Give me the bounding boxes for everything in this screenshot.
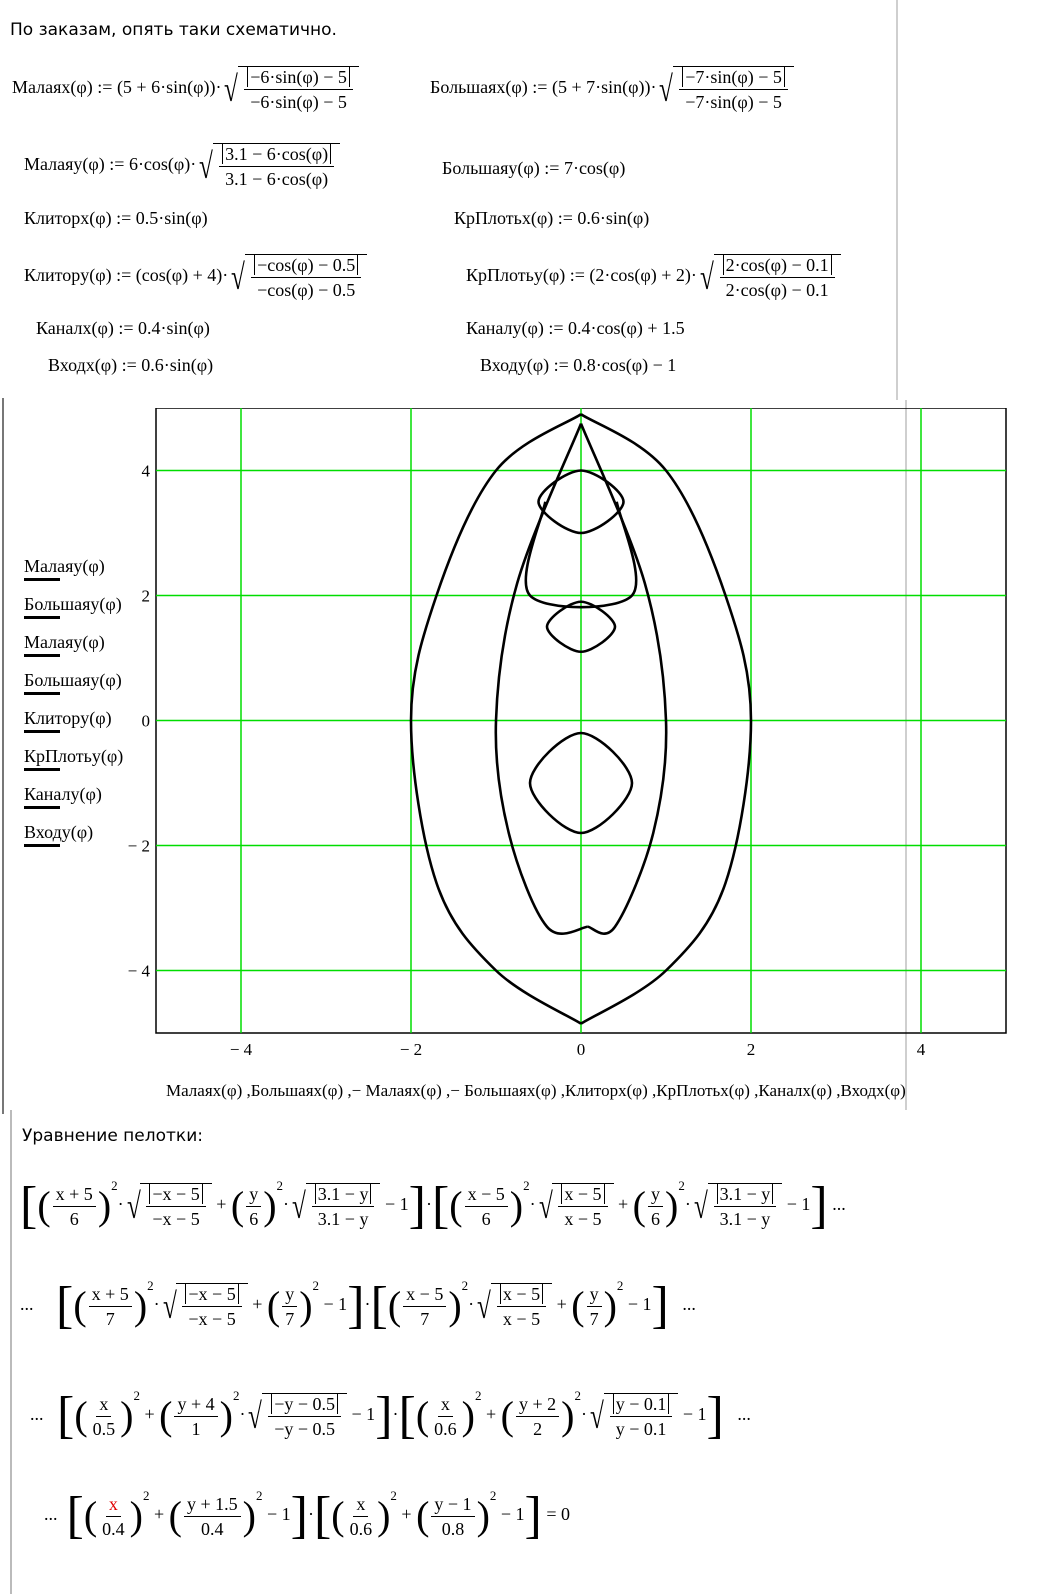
def-krploty-pre: (2·cos(φ) + 2)· [589,265,697,286]
r1-sq: 2 [523,1178,530,1193]
r2-sq: 2 [616,1278,624,1293]
bracket-open-icon: [ [57,1387,75,1444]
def-klitory[interactable] [24,254,367,300]
r2-b-num: y [282,1284,297,1307]
r4-sq: 2 [255,1488,263,1503]
sqrt-sign-icon: √ $\frac{3.1 - 6\cdot\cos(\varphi)}{3.1 - 6\cdot\cos(\varphi)}$ [196,143,340,189]
r1-b-den: 6 [249,1208,259,1229]
y-label-4: Клиторy(φ) [24,708,112,728]
sqrt-sign-icon: √ $\frac{-y - 0.5}{-y - 0.5}$ [245,1393,347,1439]
r4-sq: 2 [489,1488,497,1503]
sqrt-sign-icon: √ $\frac{-x - 5}{-x - 5}$ [124,1183,212,1229]
r4-c-num: x [353,1494,368,1517]
r2-a-den: 7 [105,1308,115,1329]
r4-minus-one-2: − 1 [500,1504,525,1525]
def-malayay-lhs: Малаяy(φ) := [24,154,125,175]
bracket-open-icon: [ [370,1277,388,1334]
r1-c-num: x − 5 [465,1184,508,1207]
series-line-0 [496,424,588,934]
r4-minus-one: − 1 [266,1504,291,1525]
ellipsis: ... [20,1294,34,1315]
paren-icon: ) [129,1493,143,1538]
header-note: По заказам, опять таки схематично. [10,20,337,40]
r4-b-den: 0.4 [201,1518,224,1539]
paren-icon: ( [387,1283,402,1328]
def-malayax-den: −6·sin(φ) − 5 [250,92,347,112]
paren-icon: ) [603,1283,617,1328]
r1-c-den: 6 [481,1208,491,1229]
r3-d-num: y + 2 [516,1394,559,1417]
y-tick-label: 2 [141,586,150,606]
y-label-1: Большаяy(φ) [24,594,122,614]
bracket-close-icon: ] [408,1177,426,1234]
paren-icon: ) [476,1493,490,1538]
def-klitory-lhs: Клиторy(φ) := [24,265,132,286]
paren-icon: ) [219,1393,233,1438]
legend-line-icon [24,768,60,771]
r2-a-num: x + 5 [89,1284,132,1307]
r1-minus-one: − 1 [384,1194,409,1215]
bracket-close-icon: ] [706,1387,724,1444]
paren-icon: ( [449,1183,463,1228]
r2-b-den: 7 [285,1308,295,1329]
def-krploty-den: 2·cos(φ) − 0.1 [725,280,829,300]
paren-icon: ) [561,1393,575,1438]
def-malayax-pre: (5 + 6·sin(φ))· [116,77,222,98]
paren-icon: ( [266,1283,281,1328]
y-label-list [24,556,123,860]
def-vhodx[interactable]: Входx(φ) := 0.6·sin(φ) [48,355,214,375]
r1-minus-one-2: − 1 [786,1194,811,1215]
y-tick-label: 4 [141,461,150,481]
paren-icon: ( [37,1183,51,1228]
legend-line-icon [24,616,60,619]
def-malayay-pre: 6·cos(φ)· [128,154,197,175]
sqrt-sign-icon: √ $\frac{3.1 - y}{3.1 - y}$ [691,1183,782,1229]
r2-c-num: x − 5 [403,1284,446,1307]
r1-b-num: y [246,1184,261,1207]
r3-c-num: x [438,1394,453,1417]
r3-b-rn: −y − 0.5 [271,1394,338,1414]
sqrt-sign-icon: √ $\frac{-6\cdot\sin(\varphi) - 5}{-6\cdot\sin(\varphi) - 5}$ [221,66,358,112]
paren-icon: ( [632,1183,646,1228]
paren-icon: ( [159,1393,173,1438]
paren-icon: ) [664,1183,679,1228]
y-label-6: Каналy(φ) [24,784,102,804]
r3-b-num: y + 4 [174,1394,217,1417]
paren-icon: ) [242,1493,256,1538]
r3-sq: 2 [475,1388,482,1403]
r1-a-den: 6 [69,1208,79,1229]
def-klitory-num: −cos(φ) − 0.5 [254,255,358,275]
bracket-close-icon: ] [375,1387,393,1444]
sqrt-sign-icon: √ $\frac{-7\cdot\sin(\varphi) - 5}{-7\cdot\sin(\varphi) - 5}$ [656,66,793,112]
sqrt-sign-icon: √ $\frac{-\cos(\varphi) - 0.5}{-\cos(\varphi) - 0.5}$ [228,254,367,300]
x-tick-label: − 4 [229,1040,253,1059]
r3-minus-one-2: − 1 [682,1404,707,1425]
x-axis-label: Малаяx(φ) ,Большаяx(φ) ,− Малаяx(φ) ,− Большаяx(φ) ,Клиторx(φ) ,КрПлотьx(φ) ,Каналx(φ) ,Входx(φ) [166,1081,906,1100]
r2-d-num: y [587,1284,602,1307]
def-bolshayax-num: −7·sin(φ) − 5 [682,67,785,87]
r3-b-rd: −y − 0.5 [274,1419,336,1439]
paren-icon: ( [74,1393,88,1438]
r2-c-den: 7 [420,1308,430,1329]
legend-line-icon [24,806,60,809]
def-malayax-lhs: Малаяx(φ) := [12,77,113,98]
paren-icon: ) [377,1493,391,1538]
y-label-2: Малаяy(φ) [24,632,105,652]
paren-icon: ) [509,1183,524,1228]
def-malayax[interactable] [12,66,359,112]
bracket-open-icon: [ [313,1487,332,1544]
equation-row-4[interactable]: ... [( $\frac{x}{0.4}$ )$^2$ + ( $\frac{y + 1.5}{0.4}$ )$^2$ − 1]·[( $\frac{x}{0.6}$ )$^2$ + ( $\frac{y - 1}{0.8}$ )$^2$ − 1] = 0 [44,1487,571,1544]
x-tick-label: 2 [746,1040,756,1059]
r4-c-den: 0.6 [349,1518,373,1539]
r4-sq: 2 [390,1488,397,1503]
bracket-close-icon: ] [347,1277,365,1334]
region-divider-left [2,398,4,1114]
def-krploty[interactable] [466,254,841,300]
legend-line-icon [24,730,60,733]
sqrt-sign-icon: √ $\frac{y - 0.1}{y - 0.1}$ [587,1393,678,1439]
def-malayax-num: −6·sin(φ) − 5 [247,67,350,87]
r1-d-den: 6 [650,1208,660,1229]
region-divider-eq [10,1110,12,1594]
r3-d-rd: y − 0.1 [615,1419,667,1439]
plot-area[interactable] [120,408,1020,1086]
r1-a-num: x + 5 [53,1184,96,1207]
equation-title: Уравнение пелотки: [22,1126,203,1146]
paren-icon: ( [230,1183,245,1228]
paren-icon: ( [415,1393,430,1438]
def-malayay-num: 3.1 − 6·cos(φ) [222,144,331,164]
r3-b-den: 1 [191,1418,201,1439]
r2-a-rn: −x − 5 [185,1284,238,1304]
def-bolshayax-pre: (5 + 7·sin(φ))· [551,77,657,98]
y-label-5: КрПлотьy(φ) [24,746,124,766]
def-vhody[interactable]: Входy(φ) := 0.8·cos(φ) − 1 [480,355,677,375]
def-krploty-lhs: КрПлотьy(φ) := [466,265,585,286]
bracket-open-icon: [ [398,1387,416,1444]
r1-a-rn: −x − 5 [149,1184,202,1204]
r4-a-den: 0.4 [102,1518,125,1539]
def-krplotx[interactable]: КрПлотьx(φ) := 0.6·sin(φ) [454,208,650,228]
bracket-open-icon: [ [20,1177,38,1234]
paren-icon: ( [73,1283,87,1328]
def-klitorx[interactable]: Клиторx(φ) := 0.5·sin(φ) [24,208,208,228]
r2-c-rd: x − 5 [502,1309,541,1329]
r2-d-den: 7 [589,1308,599,1329]
paren-icon: ( [416,1493,430,1538]
equation-row-1[interactable]: [( $\frac{x + 5}{6}$ )$^2$· √ $\frac{-x - 5}{-x - 5}$ + ( $\frac{y}{6}$ )$^2$· √ $\frac{3.1 - y}{3.1 - y}$ − 1]·[( $\frac{x - 5}{6}$ )$^2$· √ $\frac{x - 5}{x - 5}$ + ( $\frac{y}{6}$ )$^2$· √ $\frac{3.1 - y}{3.1 - y}$ − 1] ... [20,1177,846,1234]
r3-a-den: 0.5 [92,1418,116,1439]
paren-icon: ) [133,1283,148,1328]
x-tick-label: 0 [576,1040,586,1059]
y-label-3: Большаяy(φ) [24,670,122,690]
def-bolshayax[interactable] [430,66,794,112]
bracket-open-icon: [ [56,1277,74,1334]
bracket-close-icon: ] [810,1177,828,1234]
r1-b-rn: 3.1 − y [315,1184,372,1204]
legend-line-icon [24,692,60,695]
r3-d-rn: y − 0.1 [613,1394,670,1414]
r3-minus-one: − 1 [351,1404,376,1425]
r4-d-den: 0.8 [441,1518,465,1539]
ellipsis: ... [30,1404,44,1425]
grid-lines [156,408,1006,1033]
r1-c-rn: x − 5 [561,1184,604,1204]
def-bolshayay[interactable]: Большаяy(φ) := 7·cos(φ) [442,158,626,178]
def-kanaly[interactable]: Каналy(φ) := 0.4·cos(φ) + 1.5 [466,318,685,338]
r1-a-rd: −x − 5 [152,1209,200,1229]
r3-sq: 2 [574,1388,581,1403]
sqrt-sign-icon: √ $\frac{3.1 - y}{3.1 - y}$ [289,1183,380,1229]
r1-d-rn: 3.1 − y [717,1184,774,1204]
sqrt-sign-icon: √ $\frac{-x - 5}{-x - 5}$ [160,1283,248,1329]
x-tick-label: 4 [916,1040,926,1059]
bracket-close-icon: ] [290,1487,308,1544]
ellipsis: ... [737,1404,751,1425]
r3-d-den: 2 [533,1418,543,1439]
paren-icon: ) [299,1283,313,1328]
r3-sq: 2 [232,1388,240,1403]
bracket-open-icon: [ [66,1487,84,1544]
paren-icon: ) [263,1183,277,1228]
bracket-close-icon: ] [651,1277,669,1334]
r2-sq: 2 [312,1278,320,1293]
equation-row-3[interactable]: ... [( $\frac{x}{0.5}$ )$^2$ + ( $\frac{y + 4}{1}$ )$^2$· √ $\frac{-y - 0.5}{-y - 0.5}$ − 1]·[( $\frac{x}{0.6}$ )$^2$ + ( $\frac{y + 2}{2}$ )$^2$· √ $\frac{y - 0.1}{y - 0.1}$ − 1] ... [30,1387,751,1444]
r2-minus-one-2: − 1 [627,1294,652,1315]
r2-sq: 2 [461,1278,469,1293]
region-divider-top [896,0,898,400]
r2-a-rd: −x − 5 [188,1309,236,1329]
equation-row-2[interactable]: ... [( $\frac{x + 5}{7}$ )$^2$· √ $\frac{-x - 5}{-x - 5}$ + ( $\frac{y}{7}$ )$^2$ − 1]·[( $\frac{x - 5}{7}$ )$^2$· √ $\frac{x - 5}{x - 5}$ + ( $\frac{y}{7}$ )$^2$ − 1] ... [20,1277,696,1334]
y-tick-label: 0 [141,711,150,731]
r4-sq: 2 [142,1488,150,1503]
sqrt-sign-icon: √ $\frac{x - 5}{x - 5}$ [536,1183,614,1229]
bracket-open-icon: [ [431,1177,450,1234]
paren-icon: ) [97,1183,112,1228]
r1-sq: 2 [678,1178,685,1193]
paren-icon: ( [571,1283,585,1328]
r4-d-num: y − 1 [431,1494,474,1517]
ellipsis: ... [832,1194,846,1215]
r4-b-num: y + 1.5 [184,1494,241,1517]
def-malayay[interactable] [24,143,340,189]
legend-line-icon [24,578,60,581]
paren-icon: ( [83,1493,98,1538]
legend-line-icon [24,654,60,657]
ellipsis: ... [682,1294,696,1315]
sqrt-sign-icon: √ $\frac{x - 5}{x - 5}$ [474,1283,552,1329]
y-tick-label: − 4 [127,961,150,981]
ellipsis: ... [44,1504,58,1525]
def-krploty-num: 2·cos(φ) − 0.1 [723,255,832,275]
sqrt-sign-icon: √ $\frac{2\cdot\cos(\varphi) - 0.1}{2\cdot\cos(\varphi) - 0.1}$ [697,254,841,300]
r2-sq: 2 [147,1278,154,1293]
paren-icon: ( [331,1493,345,1538]
y-label-7: Входy(φ) [24,822,94,842]
def-klitory-den: −cos(φ) − 0.5 [257,280,356,300]
r3-c-den: 0.6 [434,1418,457,1439]
r1-b-rd: 3.1 − y [317,1209,369,1229]
r1-d-num: y [648,1184,663,1207]
r3-a-num: x [96,1394,111,1417]
paren-icon: ) [120,1393,134,1438]
r1-c-rd: x − 5 [564,1209,602,1229]
r1-sq: 2 [111,1178,118,1193]
r2-minus-one: − 1 [323,1294,348,1315]
r1-sq: 2 [276,1178,284,1193]
r4-a-num: x [106,1494,121,1517]
paren-icon: ( [168,1493,182,1538]
x-tick-label: − 2 [399,1040,423,1059]
y-tick-label: − 2 [127,836,150,856]
def-klitory-pre: (cos(φ) + 4)· [135,265,229,286]
equals-zero: = 0 [546,1504,571,1525]
def-bolshayax-lhs: Большаяx(φ) := [430,77,548,98]
paren-icon: ) [448,1283,462,1328]
r2-c-rn: x − 5 [500,1284,543,1304]
paren-icon: ) [461,1393,475,1438]
def-bolshayax-den: −7·sin(φ) − 5 [685,92,782,112]
r3-sq: 2 [133,1388,140,1403]
def-kanalx[interactable]: Каналx(φ) := 0.4·sin(φ) [36,318,210,338]
paren-icon: ( [500,1393,514,1438]
bracket-close-icon: ] [524,1487,542,1544]
legend-line-icon [24,844,60,847]
y-label-0: Малаяy(φ) [24,556,105,576]
def-malayay-den: 3.1 − 6·cos(φ) [225,169,329,189]
r1-d-rd: 3.1 − y [719,1209,771,1229]
